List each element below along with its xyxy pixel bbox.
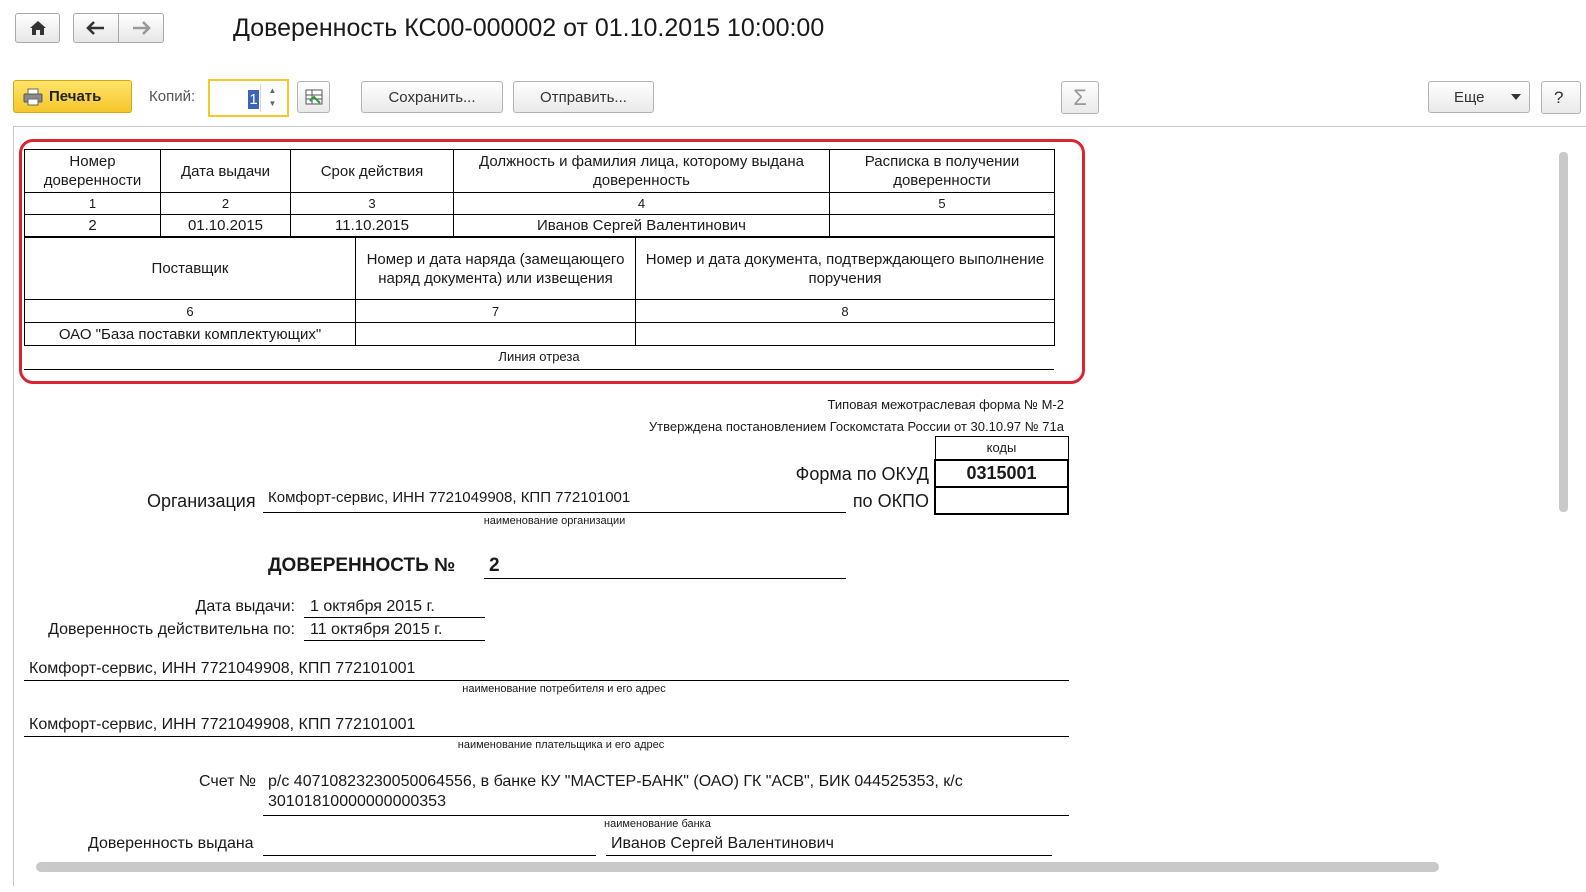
account-label: Счет №	[199, 773, 257, 790]
sum-button[interactable]: Σ	[1061, 81, 1099, 114]
organization-label: Организация	[147, 491, 256, 511]
issued-to-label: Доверенность выдана	[88, 835, 254, 852]
home-icon	[29, 20, 47, 36]
send-button[interactable]: Отправить...	[513, 81, 654, 113]
payer-value: Комфорт-сервис, ИНН 7721049908, КПП 772101001	[29, 716, 416, 733]
okud-label: Форма по ОКУД	[795, 464, 929, 484]
stub-num-cell: 1	[25, 193, 161, 215]
stub-header-cell: Срок действия	[291, 150, 454, 193]
stub2-header-cell: Номер и дата наряда (замещающего наряд документа) или извещения	[356, 238, 636, 300]
codes-header: коды	[935, 437, 1068, 460]
printer-icon	[23, 88, 43, 106]
okpo-label: по ОКПО	[852, 491, 929, 511]
stub-num-cell: 4	[454, 193, 830, 215]
arrow-left-icon	[86, 21, 106, 35]
print-settings-icon	[304, 87, 324, 107]
okud-value: 0315001	[935, 460, 1068, 487]
stub-header-cell: Дата выдачи	[161, 150, 291, 193]
stub-num-cell: 3	[291, 193, 454, 215]
organization-value: Комфорт-сервис, ИНН 7721049908, КПП 772101001	[268, 489, 631, 506]
doc-number: 2	[489, 555, 500, 576]
save-button[interactable]: Сохранить...	[361, 81, 503, 113]
okpo-value	[935, 487, 1068, 514]
stub-header-cell: Должность и фамилия лица, которому выдана доверенность	[454, 150, 830, 193]
more-label: Еще	[1454, 88, 1485, 106]
account-value-line1: р/с 40710823230050064556, в банке КУ "МАСТЕР-БАНК" (ОАО) ГК "АСВ", БИК 044525353, к/с	[268, 773, 963, 790]
copies-label: Копий:	[149, 88, 196, 105]
stub-header-cell: Расписка в получении доверенности	[830, 150, 1055, 193]
chevron-down-icon	[1511, 94, 1521, 100]
issue-date-line	[304, 617, 485, 618]
stub-num-cell: 5	[830, 193, 1055, 215]
highlight-frame	[19, 139, 1085, 384]
cut-line-label: Линия отреза	[498, 349, 580, 364]
consumer-value: Комфорт-сервис, ИНН 7721049908, КПП 772101001	[29, 660, 416, 677]
stub2-num-cell: 7	[356, 300, 636, 323]
stub-value-cell: 01.10.2015	[161, 215, 291, 237]
payer-caption: наименование плательщика и его адрес	[457, 739, 665, 751]
arrow-right-icon	[131, 21, 151, 35]
consumer-line	[24, 680, 1069, 681]
codes-table	[934, 436, 1069, 515]
stub2-value-cell: ОАО "База поставки комплектующих"	[25, 323, 356, 346]
stub2-num-cell: 8	[636, 300, 1055, 323]
help-button[interactable]: ?	[1541, 81, 1581, 114]
payer-line	[24, 736, 1069, 737]
account-value-line2: 30101810000000000353	[268, 793, 446, 810]
valid-until-label: Доверенность действительна по:	[48, 621, 295, 638]
bank-caption: наименование банка	[604, 818, 711, 830]
approved-label: Утверждена постановлением Госкомстата России от 30.10.97 № 71а	[648, 419, 1064, 434]
valid-until-value: 11 октября 2015 г.	[310, 621, 443, 638]
stub-num-cell: 2	[161, 193, 291, 215]
print-label: Печать	[49, 88, 102, 105]
forward-button[interactable]	[118, 13, 164, 43]
copies-value: 1	[249, 91, 258, 108]
vertical-scrollbar[interactable]	[1559, 152, 1568, 512]
issued-to-position-line	[263, 855, 596, 856]
stub-value-cell: 11.10.2015	[291, 215, 454, 237]
valid-until-line	[304, 640, 485, 641]
horizontal-scrollbar[interactable]	[36, 862, 1439, 872]
home-button[interactable]	[15, 13, 60, 43]
form-type-label: Типовая межотраслевая форма № М-2	[827, 397, 1064, 412]
doc-number-line	[484, 578, 846, 579]
organization-line	[263, 512, 846, 513]
stub2-num-cell: 6	[25, 300, 356, 323]
organization-caption: наименование организации	[483, 515, 626, 527]
issued-to-name-line	[606, 855, 1052, 856]
issue-date-value: 1 октября 2015 г.	[310, 598, 435, 615]
more-button[interactable]	[1428, 81, 1530, 113]
window-title: Доверенность КС00-000002 от 01.10.2015 10:00:00	[233, 14, 825, 42]
stub2-header-cell: Номер и дата документа, подтверждающего выполнение поручения	[636, 238, 1055, 300]
stub-value-cell: 2	[25, 215, 161, 237]
issued-to-value: Иванов Сергей Валентинович	[611, 835, 834, 852]
back-button[interactable]	[73, 13, 119, 43]
copies-stepper[interactable]: ▲ ▼	[260, 84, 284, 112]
doc-title: ДОВЕРЕННОСТЬ №	[268, 555, 456, 576]
print-settings-button[interactable]	[297, 81, 330, 113]
consumer-caption: наименование потребителя и его адрес	[462, 683, 666, 695]
account-line	[263, 815, 1069, 816]
print-button[interactable]	[13, 80, 132, 113]
stub-value-cell: Иванов Сергей Валентинович	[454, 215, 830, 237]
issue-date-label: Дата выдачи:	[195, 598, 295, 615]
stub-header-cell: Номер доверенности	[25, 150, 161, 193]
stub2-header-cell: Поставщик	[25, 238, 356, 300]
copies-input[interactable]	[208, 79, 289, 117]
